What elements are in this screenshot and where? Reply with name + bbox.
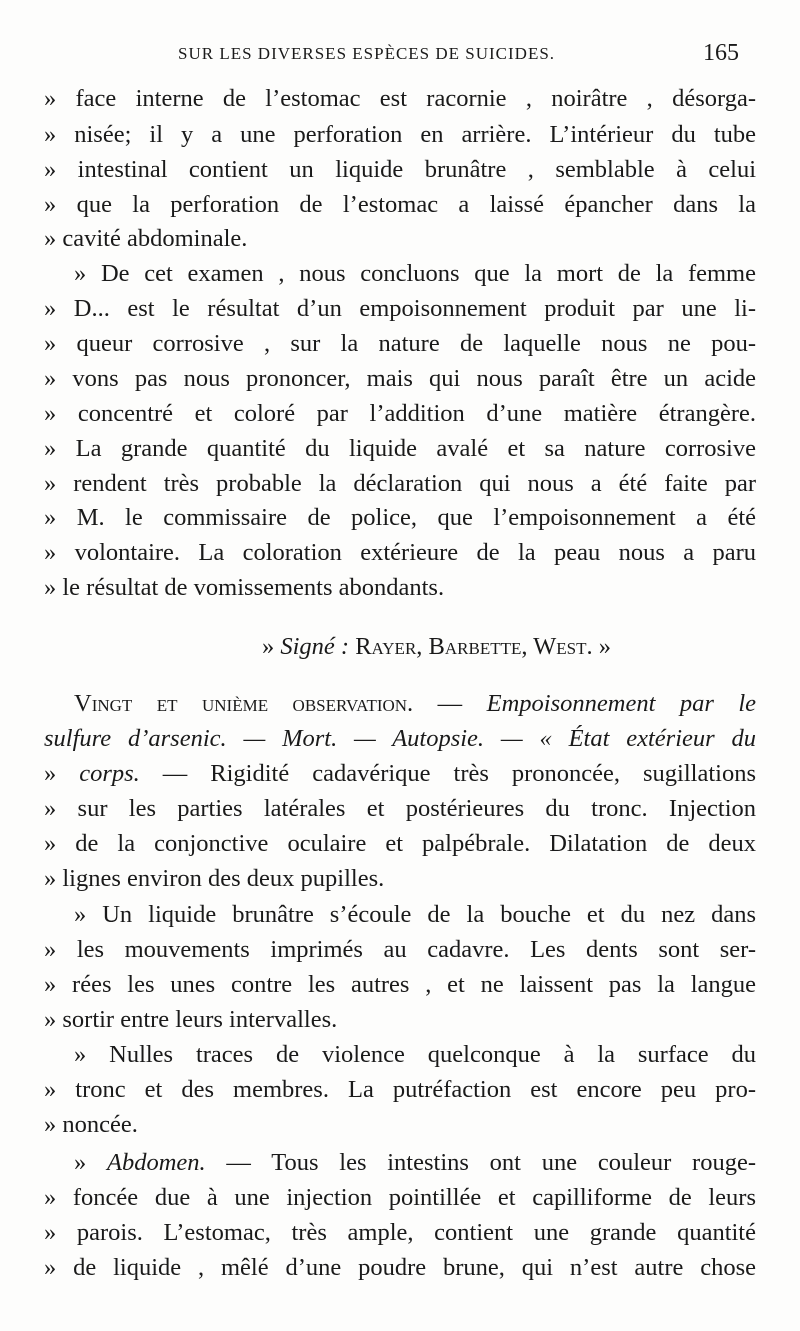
text-line: » intestinal contient un liquide brunâtre , semblable à celui [44, 156, 756, 183]
signature-signe: Signé : [280, 633, 350, 660]
signature-prefix: » [262, 633, 281, 660]
page-header [0, 38, 800, 78]
abdomen-label: Abdomen. [107, 1149, 206, 1176]
line-rest: — Rigidité cadavérique très prononcée, sugillations [139, 760, 756, 787]
text-line: » de la conjonctive oculaire et palpébrale. Dilatation de deux [44, 830, 756, 857]
corps-label: corps. [79, 760, 140, 787]
observation-dash: — [413, 690, 487, 717]
text-line: » vons pas nous prononcer, mais qui nous paraît être un acide [44, 365, 756, 392]
text-line: » tronc et des membres. La putréfaction est encore peu pro- [44, 1076, 756, 1103]
text-line: » face interne de l’estomac est racornie , noirâtre , désorga- [44, 85, 756, 112]
text-line: » D... est le résultat d’un empoisonnement produit par une li- [44, 295, 756, 322]
text-line: » La grande quantité du liquide avalé et sa nature corrosive [44, 435, 756, 462]
text-line: » concentré et coloré par l’addition d’une matière étrangère. [44, 400, 756, 427]
text-line: » de liquide , mêlé d’une poudre brune, qui n’est autre chose [44, 1254, 756, 1281]
text-line: » noncée. [44, 1111, 138, 1138]
text-line: » M. le commissaire de police, que l’empoisonnement a été [44, 504, 756, 531]
text-line: » nisée; il y a une perforation en arrière. L’intérieur du tube [44, 121, 756, 148]
text-line [44, 757, 756, 791]
text-line: » foncée due à une injection pointillée et capilliforme de leurs [44, 1184, 756, 1211]
signature-line [262, 630, 742, 664]
text-line: » De cet examen , nous concluons que la mort de la femme [74, 260, 756, 287]
line-rest: — Tous les intestins ont une couleur rouge- [205, 1149, 756, 1176]
text-line: » rées les unes contre les autres , et ne laissent pas la langue [44, 971, 756, 998]
text-line: » parois. L’estomac, très ample, contient une grande quantité [44, 1219, 756, 1246]
observation-subtitle: Empoisonnement par le [486, 690, 757, 717]
abdomen-line [74, 1146, 756, 1180]
text-line: » queur corrosive , sur la nature de laquelle nous ne pou- [44, 330, 756, 357]
line-prefix: » [74, 1149, 107, 1176]
text-line: » le résultat de vomissements abondants. [44, 574, 445, 601]
text-line: » rendent très probable la déclaration qui nous a été faite par [44, 470, 756, 497]
observation-heading [74, 687, 756, 721]
text-line: » Nulles traces de violence quelconque à la surface du [74, 1041, 756, 1068]
text-line: » cavité abdominale. [44, 225, 248, 252]
text-line: » sur les parties latérales et postérieures du tronc. Injection [44, 795, 756, 822]
text-line: » les mouvements imprimés au cadavre. Les dents sont ser- [44, 936, 756, 963]
signature-names: Rayer, Barbette, West. [355, 633, 593, 660]
text-line: » sortir entre leurs intervalles. [44, 1006, 338, 1033]
page-number: 165 [703, 40, 739, 66]
text-line: » volontaire. La coloration extérieure de la peau nous a paru [44, 539, 756, 566]
signature-suffix: » [592, 633, 612, 660]
line-prefix: » [44, 760, 80, 787]
observation-subtitle-line: sulfure d’arsenic. — Mort. — Autopsie. — « État extérieur du [44, 725, 756, 752]
text-line: » lignes environ des deux pupilles. [44, 865, 385, 892]
running-title: SUR LES DIVERSES ESPÈCES DE SUICIDES. [178, 44, 556, 63]
observation-title: Vingt et unième observation. [74, 690, 414, 717]
text-line: » que la perforation de l’estomac a laissé épancher dans la [44, 191, 756, 218]
text-line: » Un liquide brunâtre s’écoule de la bouche et du nez dans [74, 901, 756, 928]
